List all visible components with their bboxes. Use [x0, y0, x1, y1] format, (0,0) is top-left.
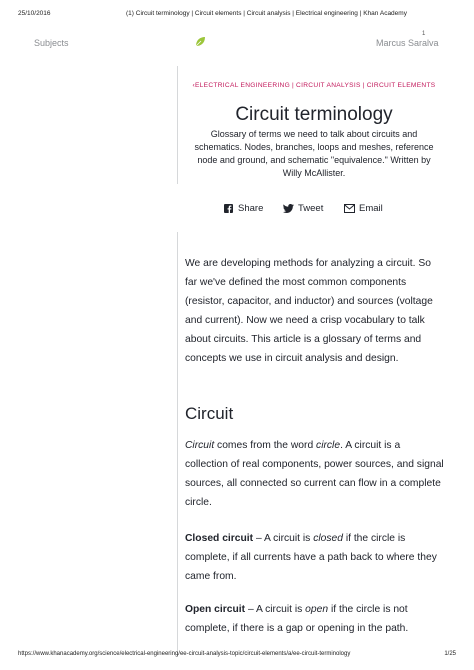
notification-badge[interactable]: 1	[422, 31, 426, 37]
print-url: https://www.khanacademy.org/science/electrical-engineering/ee-circuit-analysis-topic/circuit-elements/a/ee-circuit-terminology	[18, 651, 351, 657]
term-closed: closed	[313, 533, 343, 544]
twitter-icon	[283, 204, 294, 213]
user-menu[interactable]: Marcus Saralva	[376, 38, 439, 48]
breadcrumb-separator: |	[362, 82, 365, 89]
email-label: Email	[359, 203, 383, 214]
p1-text-a: comes from the word	[214, 440, 317, 451]
p3-text-a: – A circuit is	[245, 604, 306, 615]
print-footer	[18, 651, 456, 661]
print-header	[18, 10, 456, 22]
p1-text-b: . A circuit is a collection of real components, power sources, and signal sources, all connected so current can flow in a complete circle.	[185, 440, 444, 508]
subjects-menu[interactable]: Subjects	[34, 38, 69, 48]
facebook-icon	[224, 204, 233, 213]
term-circuit: Circuit	[185, 440, 215, 451]
section-heading-circuit: Circuit	[185, 404, 234, 423]
page-title: Circuit terminology	[235, 104, 393, 125]
term-open: open	[305, 604, 329, 615]
open-circuit-paragraph	[185, 600, 445, 638]
breadcrumb	[184, 80, 444, 91]
intro-paragraph: We are developing methods for analyzing a circuit. So far we've defined the most common components (resistor, capacitor, and inductor) and sources (voltage and current). Now we need a crisp vocabulary to talk about circuits. This article is a glossary of terms and concepts we use in circuit analysis and design.	[185, 258, 433, 364]
article-subtitle: Glossary of terms we need to talk about circuits and schematics. Nodes, branches, loops and meshes, reference node and ground, and schematic "equivalence." Written by Willy McAllister.	[194, 129, 434, 178]
closed-circuit-paragraph	[185, 529, 445, 586]
print-page-number: 1/25	[444, 651, 456, 657]
tweet-label: Tweet	[298, 203, 324, 214]
chevron-left-icon: ‹	[192, 82, 195, 89]
circuit-definition-paragraph	[185, 436, 445, 512]
khan-leaf-icon[interactable]	[194, 35, 206, 47]
breadcrumb-separator: |	[292, 82, 295, 89]
p2-text-a: – A circuit is	[253, 533, 314, 544]
envelope-icon	[344, 204, 355, 213]
breadcrumb-item-circuit-analysis[interactable]: CIRCUIT ANALYSIS	[296, 82, 361, 89]
term-closed-circuit: Closed circuit	[185, 533, 254, 544]
top-navigation-bar	[0, 30, 474, 54]
print-doc-title: (1) Circuit terminology | Circuit elements | Circuit analysis | Electrical engineering | Khan Academy	[126, 10, 407, 17]
p3-text-b: if the circle is not complete, if there is a gap or opening in the path.	[185, 604, 409, 634]
print-date: 25/10/2016	[18, 10, 51, 17]
term-circle: circle	[316, 440, 341, 451]
breadcrumb-item-electrical-engineering[interactable]: ELECTRICAL ENGINEERING	[194, 82, 291, 89]
share-label: Share	[238, 203, 264, 214]
left-column-divider-lower	[177, 232, 178, 657]
term-open-circuit: Open circuit	[185, 604, 246, 615]
p2-text-b: if the circle is complete, if all currents have a path back to where they came from.	[185, 533, 437, 582]
left-column-divider	[177, 66, 178, 184]
breadcrumb-item-circuit-elements[interactable]: CIRCUIT ELEMENTS	[366, 82, 436, 89]
